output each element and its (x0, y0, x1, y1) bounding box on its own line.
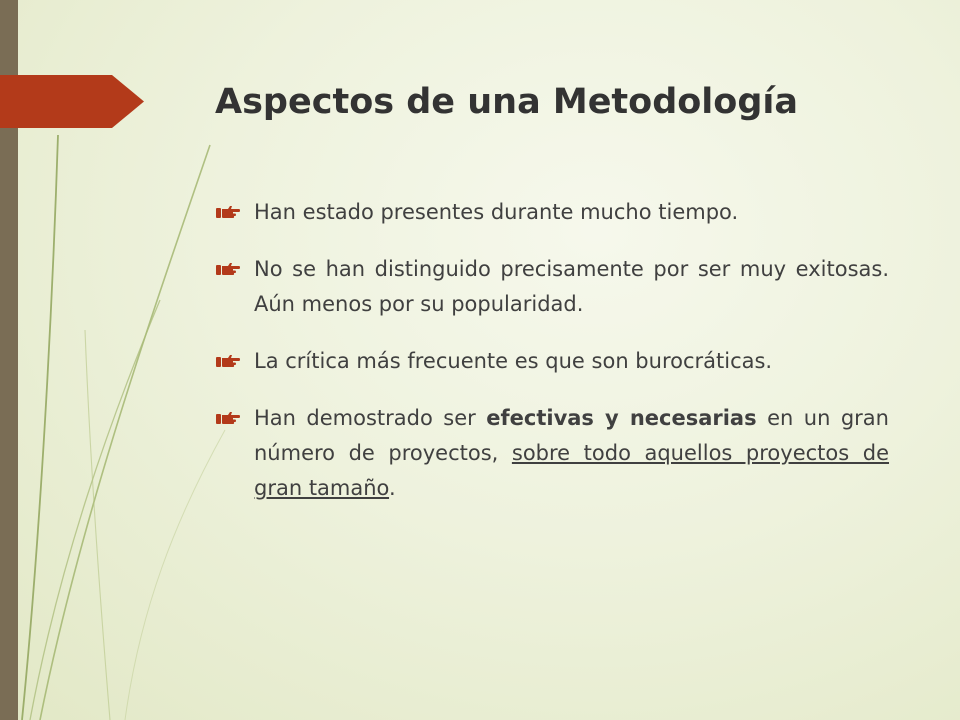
pointing-hand-icon (216, 205, 240, 219)
pointing-hand-icon (216, 262, 240, 276)
decorative-stroke (125, 430, 225, 720)
bullet-item (216, 344, 889, 379)
pointing-hand-icon (216, 411, 240, 425)
bullet-text (254, 257, 889, 316)
bullet-item (216, 195, 889, 230)
underlined-text: sobre todo aquellos proyectos de gran tamaño (254, 441, 890, 500)
title-arrow-shape (0, 75, 144, 128)
text-segment: No se han distinguido precisamente por ser muy exitosas. Aún menos por su popularidad. (254, 257, 889, 316)
decorative-stroke (85, 330, 110, 720)
text-segment: en un gran número de proyectos, (254, 406, 889, 465)
bullet-item (216, 252, 889, 322)
text-segment: Han demostrado ser (254, 406, 487, 430)
bullet-text (254, 200, 738, 224)
bold-text: efectivas y necesarias (486, 406, 757, 430)
bullet-item (216, 401, 889, 506)
bullet-text (254, 349, 772, 373)
bullet-list (216, 195, 889, 528)
bullet-text (254, 406, 889, 500)
text-segment: . (389, 476, 396, 500)
slide-title: Aspectos de una Metodología (215, 82, 799, 122)
text-segment: Han estado presentes durante mucho tiempo. (254, 200, 739, 224)
pointing-hand-icon (216, 354, 240, 368)
text-segment: La crítica más frecuente es que son burocráticas. (254, 349, 773, 373)
decorative-stroke (40, 145, 210, 720)
decorative-stroke (22, 135, 58, 720)
decorative-stroke (30, 300, 160, 720)
